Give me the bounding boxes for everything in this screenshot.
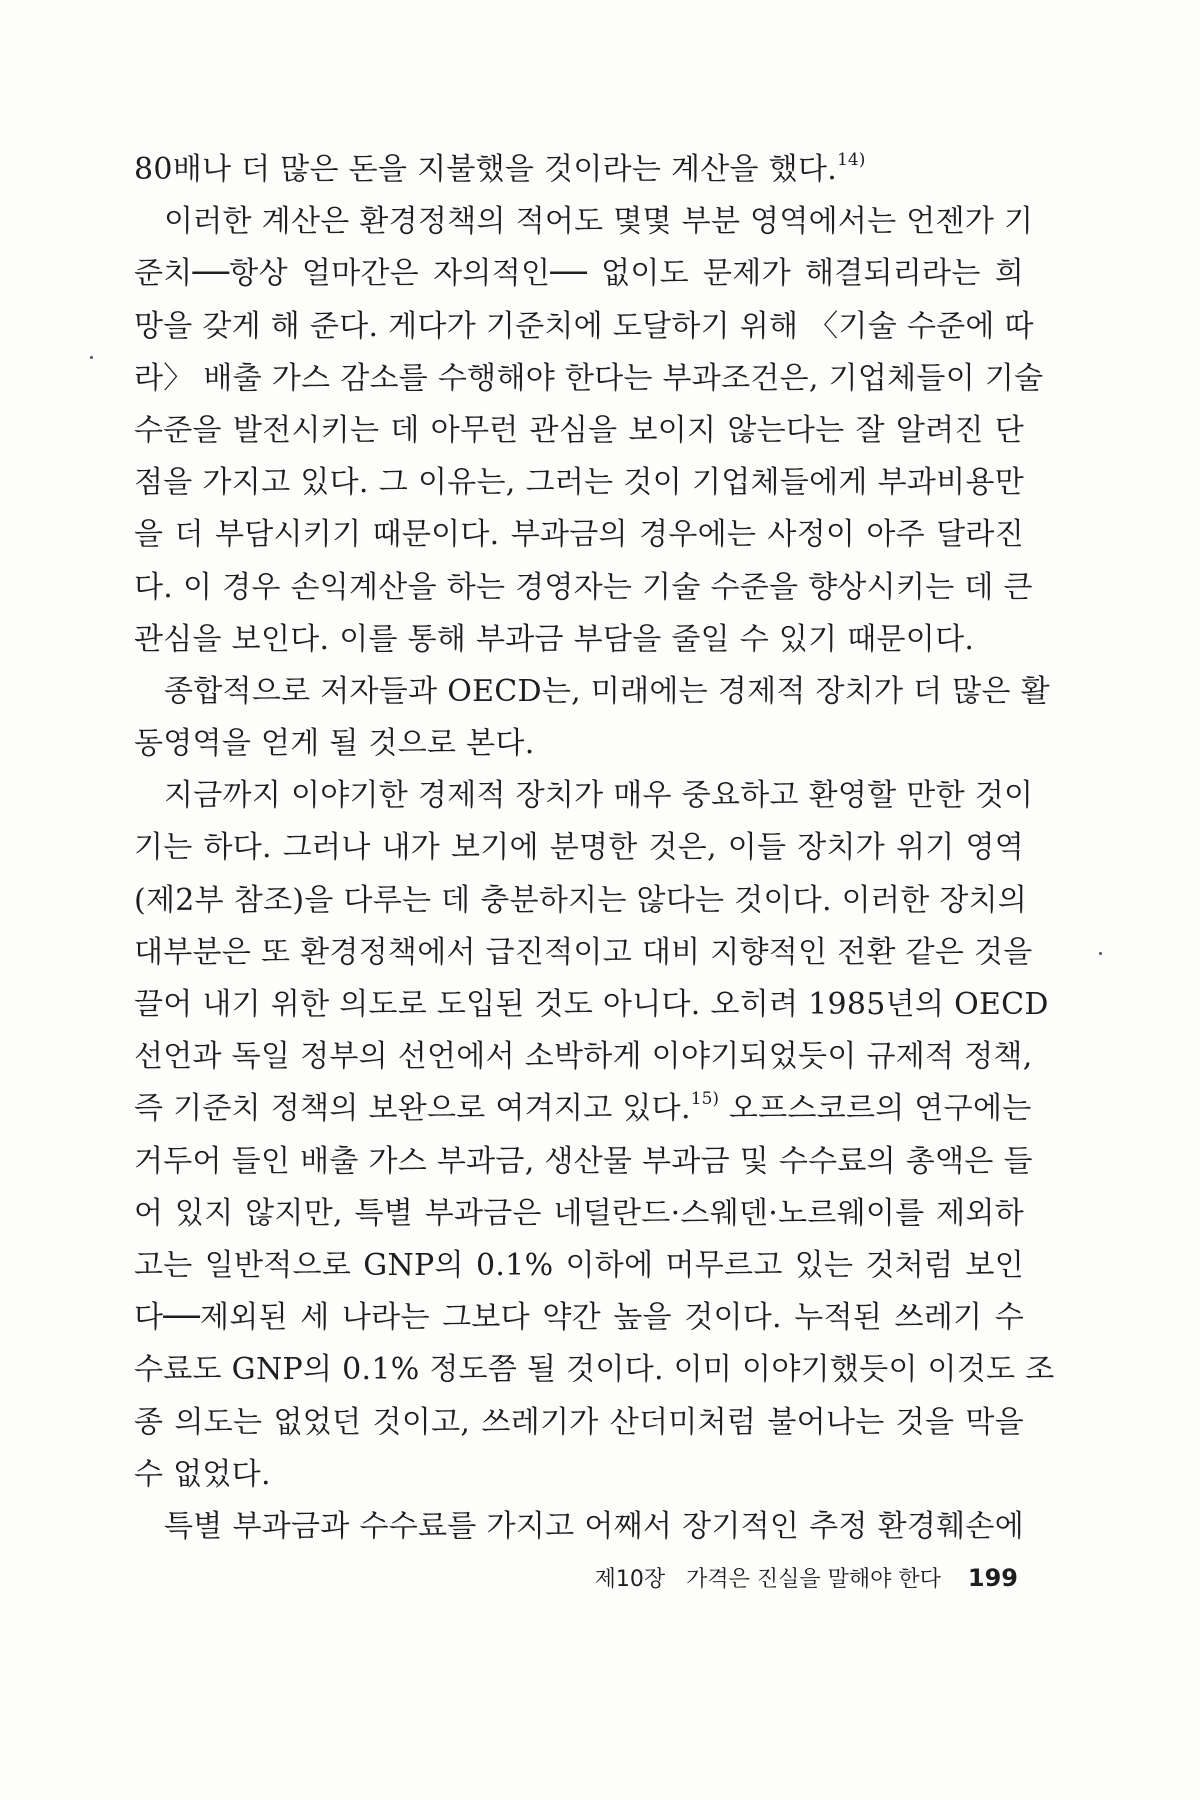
text-line — [134, 614, 1024, 666]
footer-chapter: 제10장 — [594, 1567, 666, 1592]
text-line — [134, 927, 1033, 979]
text-line — [134, 1136, 1033, 1188]
line-text: 거두어 들인 배출 가스 부과금, 생산물 부과금 및 수수료의 총액은 들 — [134, 1143, 1033, 1179]
footnote-marker: 15) — [690, 1089, 720, 1110]
text-line — [134, 1083, 1032, 1135]
text-line — [134, 1344, 1055, 1396]
text-line — [134, 1397, 1024, 1449]
text-line — [134, 875, 1028, 927]
line-text: (제2부 참조)을 다루는 데 충분하지는 않다는 것이다. 이러한 장치의 — [134, 882, 1028, 918]
line-text: 종 의도는 없었던 것이고, 쓰레기가 산더미처럼 불어나는 것을 막을 — [134, 1404, 1024, 1440]
line-text: 특별 부과금과 수수료를 가지고 어째서 장기적인 추정 환경훼손에 — [164, 1508, 1024, 1544]
line-text: 수료도 GNP의 0.1% 정도쯤 될 것이다. 이미 이야기했듯이 이것도 조 — [134, 1352, 1055, 1388]
text-line — [134, 1501, 1024, 1553]
line-text: 수준을 발전시키는 데 아무런 관심을 보이지 않는다는 잘 알려진 단 — [134, 412, 1024, 448]
line-text: 종합적으로 저자들과 OECD는, 미래에는 경제적 장치가 더 많은 활 — [164, 673, 1050, 709]
text-line — [134, 1240, 1024, 1292]
text-line — [134, 509, 1024, 561]
text-line — [134, 979, 1049, 1031]
line-text: 고는 일반적으로 GNP의 0.1% 이하에 머무르고 있는 것처럼 보인 — [134, 1247, 1024, 1283]
text-line — [134, 822, 1024, 874]
text-line — [134, 1292, 1024, 1344]
page-number: 199 — [967, 1564, 1018, 1592]
line-text: 이러한 계산은 환경정책의 적어도 몇몇 부분 영역에서는 언젠가 기 — [164, 204, 1034, 240]
text-line — [134, 248, 1024, 300]
text-line — [134, 353, 1044, 405]
line-text: 선언과 독일 정부의 선언에서 소박하게 이야기되었듯이 규제적 정책, — [134, 1039, 1033, 1075]
line-text: 다──제외된 세 나라는 그보다 약간 높을 것이다. 누적된 쓰레기 수 — [134, 1300, 1024, 1336]
scan-speck — [1099, 952, 1102, 955]
line-text: 관심을 보인다. 이를 통해 부과금 부담을 줄일 수 있기 때문이다. — [134, 621, 975, 657]
line-text: 동영역을 얻게 될 것으로 본다. — [134, 726, 535, 762]
line-text: 어 있지 않지만, 특별 부과금은 네덜란드·스웨덴·노르웨이를 제외하 — [134, 1195, 1024, 1231]
line-text: 라〉 배출 가스 감소를 수행해야 한다는 부과조건은, 기업체들이 기술 — [134, 360, 1044, 396]
scan-speck — [90, 356, 93, 359]
text-line — [134, 405, 1024, 457]
line-text: 80배나 더 많은 돈을 지불했을 것이라는 계산을 했다. — [134, 152, 838, 187]
line-text: 기는 하다. 그러나 내가 보기에 분명한 것은, 이들 장치가 위기 영역 — [134, 830, 1024, 866]
footer-chapter-title: 가격은 진실을 말해야 한다 — [686, 1567, 941, 1592]
footnote-marker: 14) — [837, 150, 866, 170]
line-text: 수 없었다. — [134, 1456, 271, 1492]
line-text: 점을 가지고 있다. 그 이유는, 그러는 것이 기업체들에게 부과비용만 — [134, 465, 1024, 501]
body-text — [134, 144, 1055, 1553]
line-text: 을 더 부담시키기 때문이다. 부과금의 경우에는 사정이 아주 달라진 — [134, 517, 1024, 553]
line-text: 다. 이 경우 손익계산을 하는 경영자는 기술 수준을 향상시키는 데 큰 — [134, 569, 1033, 605]
text-line — [134, 144, 1024, 196]
text-line — [134, 718, 1024, 770]
text-line — [134, 562, 1033, 614]
text-line — [134, 1031, 1033, 1083]
running-footer — [595, 1562, 1018, 1593]
line-text: 대부분은 또 환경정책에서 급진적이고 대비 지향적인 전환 같은 것을 — [134, 934, 1033, 970]
line-text: 즉 기준치 정책의 보완으로 여겨지고 있다. — [134, 1091, 691, 1127]
line-text: 준치──항상 얼마간은 자의적인── 없이도 문제가 해결되리라는 희 — [134, 256, 1024, 292]
line-text-continued: 오프스코르의 연구에는 — [719, 1091, 1032, 1127]
text-line — [134, 666, 1050, 718]
line-text: 끌어 내기 위한 의도로 도입된 것도 아니다. 오히려 1985년의 OECD — [134, 987, 1049, 1022]
text-line — [134, 770, 1034, 822]
text-line — [134, 457, 1024, 509]
line-text: 망을 갖게 해 준다. 게다가 기준치에 도달하기 위해 〈기술 수준에 따 — [134, 308, 1034, 344]
line-text: 지금까지 이야기한 경제적 장치가 매우 중요하고 환영할 만한 것이 — [164, 778, 1034, 814]
text-line — [134, 1188, 1024, 1240]
text-line — [134, 1449, 1024, 1501]
text-line — [134, 301, 1034, 353]
text-line — [134, 196, 1034, 248]
